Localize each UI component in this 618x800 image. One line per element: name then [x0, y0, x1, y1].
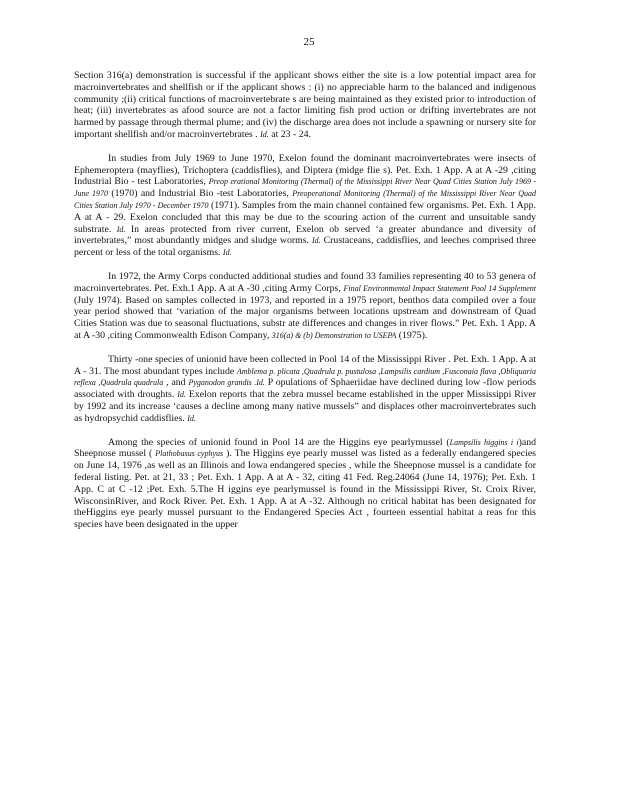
text-segment: (1970) and Industrial Bio -test Laboratories, [108, 188, 293, 200]
citation-italic: Final Environmental Impact Statement Pool 14 Supplement [343, 283, 536, 293]
text-segment: Among the species of unionid found in Pool 14 are the Higgins eye pearlymussel ( [108, 436, 450, 448]
text-segment: (1971). Samples from the main channel contained few organisms. Pet. Exh. 1 App. A at A - 29. Exelon concluded that this may be due to the scouring action of the current and unsuitable sandy substrate. [74, 199, 536, 235]
citation-italic: Lampsilis higgins i i [449, 437, 519, 447]
text-segment: (1975). [396, 329, 428, 341]
citation-italic: Plathobasus cyphyus [155, 449, 224, 459]
paragraph-3 [74, 271, 536, 342]
text-segment: Crustaceans, caddisflies, and leeches comprised three percent or less of the total organisms. [74, 235, 536, 259]
paragraph-1 [74, 70, 536, 141]
paragraph-4 [74, 354, 536, 425]
citation-italic: Id. [187, 413, 196, 423]
text-segment: In areas protected from river current, Exelon ob served ‘a greater abundance and diversity of invertebrates,” most abundantly midges and sludge worms. [74, 223, 536, 247]
text-segment: P opulations of Sphaeriidae have declined during low -flow periods associated with droughts. [74, 377, 536, 401]
text-segment: In 1972, the Army Corps conducted additional studies and found 33 families representing 40 to 53 genera of macroinvertebrates. Pet. Exh.1 App. A at A -30 ,citing Army Corps, [74, 270, 536, 294]
citation-italic: Preop erational Monitoring (Thermal) of the Mississippi River Near Quad Cities Station July 1969 - June 1970 [74, 177, 536, 199]
text-segment: ). The Higgins eye pearly mussel was listed as a federally endangered species on June 14, 1976 ,as well as an Illinois and Iowa endangered species , while the Sheepnose mussel is a candidate for federal listing. Pet. at 21, 33 ; Pet. Exh. 1 App. A at A - 32, citing 41 Fed. Reg.24064 (June 14, 1976); Pet. Exh. 1 App. C at C -12 ;Pet. Exh. 5.The H iggins eye pearlymussel is found in the Mississippi River, St. Croix River, WisconsinRiver, and Rock River. Pet. Exh. 1 App. A at A -32. Although no critical habitat has been designated for theHiggins eye pearly mussel pursuant to the Endangered Species Act , fourteen essential habitat a reas for this species have been designated in the upper [74, 448, 536, 531]
citation-italic: Id. [311, 236, 321, 246]
paragraph-5 [74, 437, 536, 531]
citation-italic: Id. [116, 224, 126, 234]
page-number: 25 [303, 36, 315, 48]
body-text [74, 70, 536, 531]
text-segment: Section 316(a) demonstration is successful if the applicant shows either the site is a low potential impact area for macroinvertebrates and shellfish or if the applicant shows : (i) no appreciable harm to the balanced and indigenous community ;(ii) critical functions of macroinvertebrate s are being maintained as they existed prior to introduction of heat; (iii) invertebrates as afood source are not a factor limiting fish prod uction or drifting invertebrates are not harmed by passage through thermal plume; and (iv) the discharge area does not include a spawning or nursery site for important shellfish and/or macroinvertebrates . [74, 70, 536, 140]
text-segment: at 23 - 24. [268, 128, 311, 140]
citation-italic: Id. [260, 129, 269, 139]
text-segment: Thirty -one species of unionid have been collected in Pool 14 of the Mississippi River . Pet. Exh. 1 App. A at A - 31. The most abundant types include [74, 353, 536, 377]
text-segment: Exelon reports that the zebra mussel became established in the upper Mississippi River by 1992 and its increase ‘causes a decline among many native mussels” and displaces other macroinvertebrates such as hydropsychid caddisflies. [74, 389, 537, 424]
paragraph-2 [74, 153, 536, 259]
citation-italic: Preoperational Monitoring (Thermal) of the Mississippi River Near Quad Cities Station July 1970 - December 1970 [74, 189, 536, 210]
citation-italic: Amblema p. plicata ,Quadrula p. pustulosa ,Lampsilis cardium ,Fusconaia flava ,Obliquaria reflexa ,Quadrula quadrula [74, 366, 536, 388]
text-segment: (July 1974). Based on samples collected in 1973, and reported in a 1975 report, benthos data compiled over a four year period showed that ‘variation of the major organisms between locations upstream and downstream of Quad Cities Station was due to seasonal fluctuations, substr ate differences and changes in river flows.” Pet. Exh. 1 App. A at A -30 ,citing Commonwealth Edison Company, [74, 294, 536, 341]
text-segment: In studies from July 1969 to June 1970, Exelon found the dominant macroinvertebrates were insects of Ephemeroptera (mayflies), Trichoptera (caddisflies), and Diptera (midge flie s). Pet. Exh. 1 App. A at A -29 ,citing Industrial Bio - test Laboratories, [74, 152, 536, 188]
citation-italic: Id. [222, 248, 232, 258]
citation-italic: 316(a) & (b) Demonstration to USEPA [271, 330, 397, 340]
text-segment: )and Sheepnose mussel ( [74, 436, 537, 460]
citation-italic: Pyganodon grandis .Id. [188, 378, 265, 388]
text-segment: , and [163, 377, 189, 389]
citation-italic: Id. [177, 390, 186, 400]
